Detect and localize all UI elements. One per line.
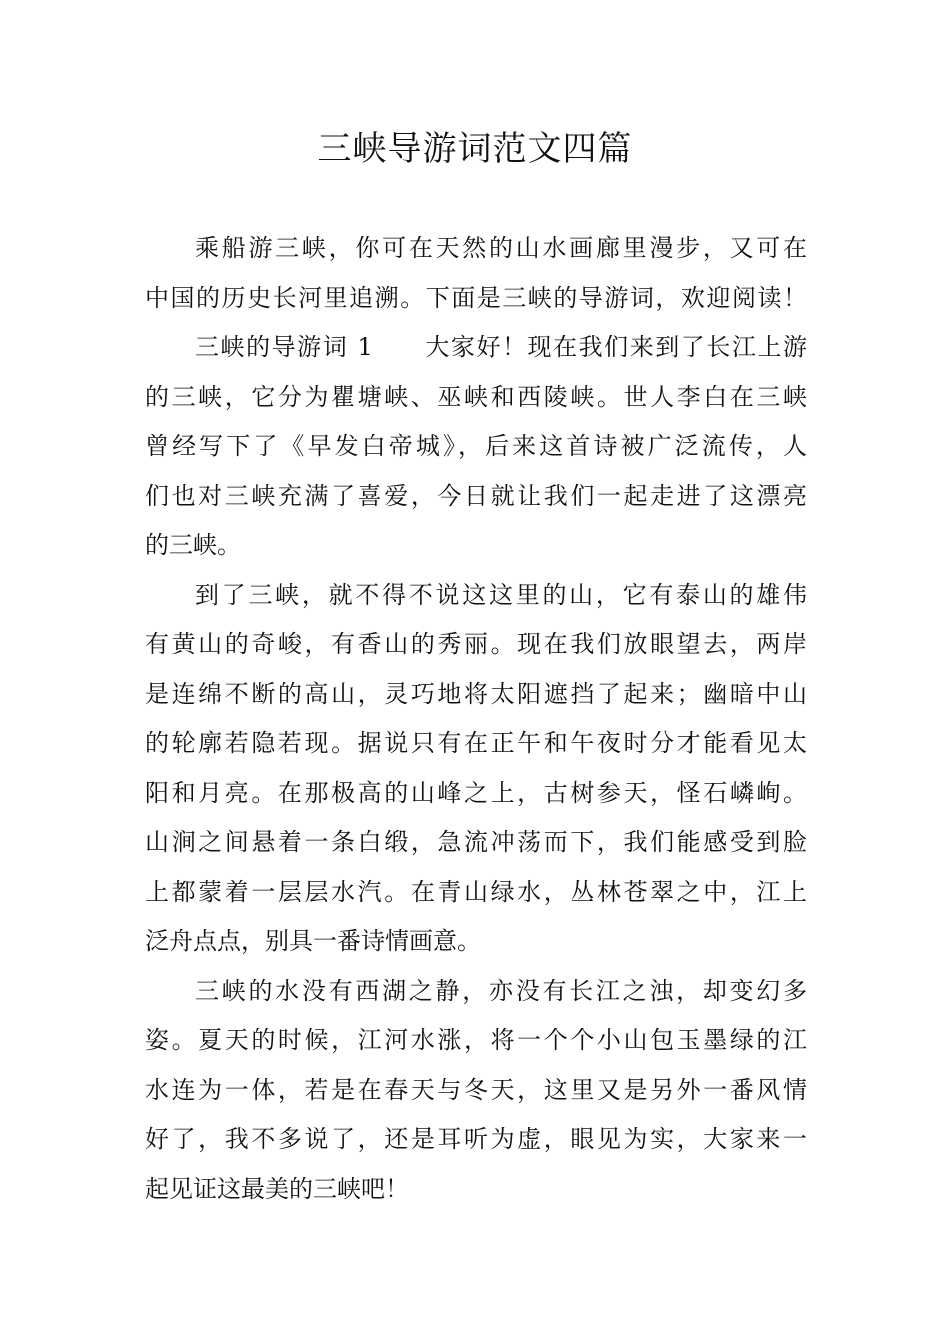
paragraph-line: 中国的历史长河里追溯。下面是三峡的导游词，欢迎阅读！: [145, 283, 807, 312]
paragraph-line: 乘船游三峡，你可在天然的山水画廊里漫步，又可在: [195, 234, 807, 262]
paragraph-line: 泛舟点点，别具一番诗情画意。: [145, 927, 481, 955]
paragraph-line: 有黄山的奇峻，有香山的秀丽。现在我们放眼望去，两岸: [145, 630, 807, 658]
paragraph-line: 们也对三峡充满了喜爱，今日就让我们一起走进了这漂亮: [145, 481, 807, 510]
paragraph-line: 阳和月亮。在那极高的山峰之上，古树参天，怪石嶙峋。: [145, 778, 807, 807]
paragraph-line: 到了三峡，就不得不说这这里的山，它有泰山的雄伟: [195, 580, 807, 609]
paragraph-line: 起见证这最美的三峡吧！: [145, 1174, 409, 1203]
document-title: 三峡导游词范文四篇: [317, 129, 633, 169]
paragraph-line: 三峡的导游词 1 大家好！现在我们来到了长江上游: [195, 333, 807, 361]
paragraph-line: 水连为一体，若是在春天与冬天，这里又是另外一番风情: [145, 1075, 807, 1104]
paragraph-line: 是连绵不断的高山，灵巧地将太阳遮挡了起来；幽暗中山: [145, 679, 807, 708]
paragraph-line: 姿。夏天的时候，江河水涨，将一个个小山包玉墨绿的江: [145, 1026, 807, 1054]
paragraph-line: 上都蒙着一层层水汽。在青山绿水，丛林苍翠之中，江上: [145, 877, 807, 906]
paragraph-line: 三峡的水没有西湖之静，亦没有长江之浊，却变幻多: [195, 976, 807, 1005]
paragraph-line: 的轮廓若隐若现。据说只有在正午和午夜时分才能看见太: [145, 729, 807, 757]
paragraph-line: 山涧之间悬着一条白缎，急流冲荡而下，我们能感受到脸: [145, 828, 807, 856]
paragraph-line: 的三峡，它分为瞿塘峡、巫峡和西陵峡。世人李白在三峡: [145, 382, 807, 411]
document-body: [145, 224, 807, 1214]
paragraph-line: 好了，我不多说了，还是耳听为虚，眼见为实，大家来一: [145, 1125, 807, 1153]
paragraph-line: 曾经写下了《早发白帝城》，后来这首诗被广泛流传，人: [145, 432, 807, 460]
paragraph-line: 的三峡。: [145, 531, 241, 559]
